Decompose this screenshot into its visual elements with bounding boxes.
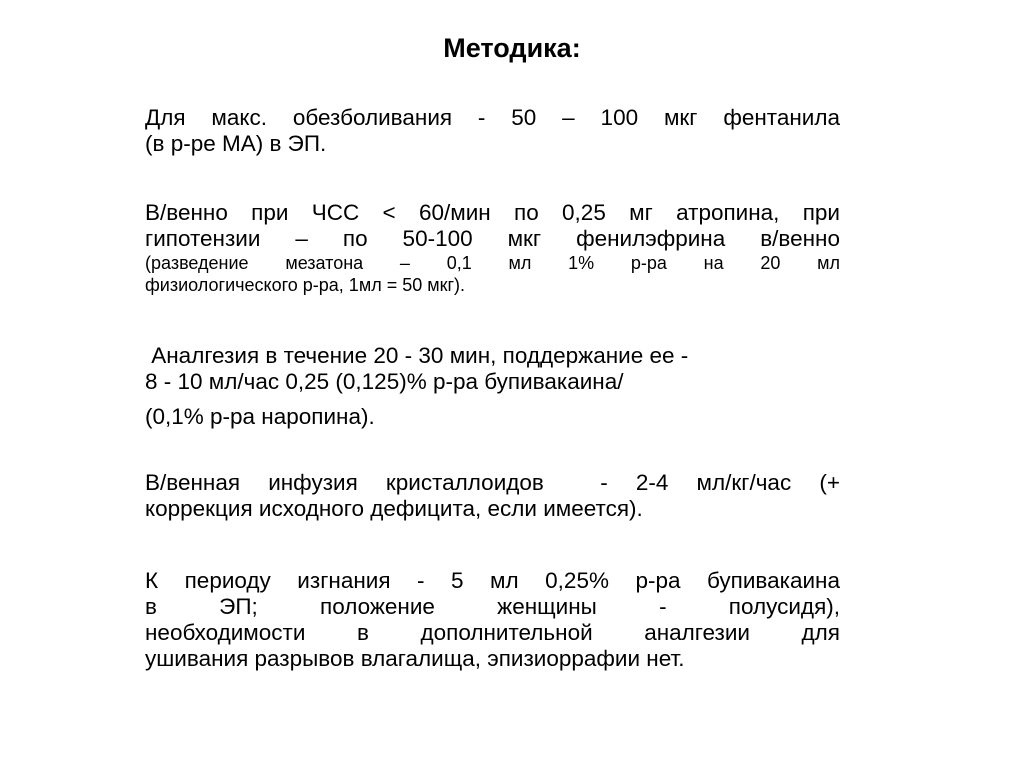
paragraph-analgesia-maintenance bbox=[145, 343, 840, 395]
paragraph-atropine-phenylephrine bbox=[145, 200, 840, 296]
text-line-small: физиологического р-ра, 1мл = 50 мкг). bbox=[145, 275, 466, 295]
text-line: В/венно при ЧСС < 60/мин по 0,25 мг атропина, при bbox=[145, 200, 840, 225]
paragraph-analgesia-fentanyl bbox=[145, 105, 840, 157]
text-line: Для макс. обезболивания - 50 – 100 мкг фентанила bbox=[145, 105, 840, 130]
paragraph-expulsion-period bbox=[145, 568, 840, 672]
slide-title: Методика: bbox=[443, 33, 581, 63]
text-line: (0,1% р-ра наропина). bbox=[145, 404, 375, 429]
text-line: гипотензии – по 50-100 мкг фенилэфрина в/венно bbox=[145, 226, 840, 251]
text-line: К периоду изгнания - 5 мл 0,25% р-ра бупивакаина bbox=[145, 568, 840, 593]
text-line: 8 - 10 мл/час 0,25 (0,125)% р-ра бупивакаина/ bbox=[145, 369, 624, 394]
text-line: Аналгезия в течение 20 - 30 мин, поддержание ее - bbox=[145, 343, 689, 368]
text-line: (в р-ре МА) в ЭП. bbox=[145, 131, 327, 156]
text-line: в ЭП; положение женщины - полусидя), bbox=[145, 594, 840, 619]
text-line-small: (разведение мезатона – 0,1 мл 1% р-ра на 20 мл bbox=[145, 253, 840, 273]
text-line: коррекция исходного дефицита, если имеется). bbox=[145, 496, 643, 521]
text-line: ушивания разрывов влагалища, эпизиоррафии нет. bbox=[145, 646, 685, 671]
paragraph-crystalloid-infusion bbox=[145, 470, 840, 522]
text-line: необходимости в дополнительной аналгезии для bbox=[145, 620, 840, 645]
paragraph-analgesia-maintenance-cont bbox=[145, 404, 840, 430]
text-line: В/венная инфузия кристаллоидов - 2-4 мл/кг/час (+ bbox=[145, 470, 840, 495]
